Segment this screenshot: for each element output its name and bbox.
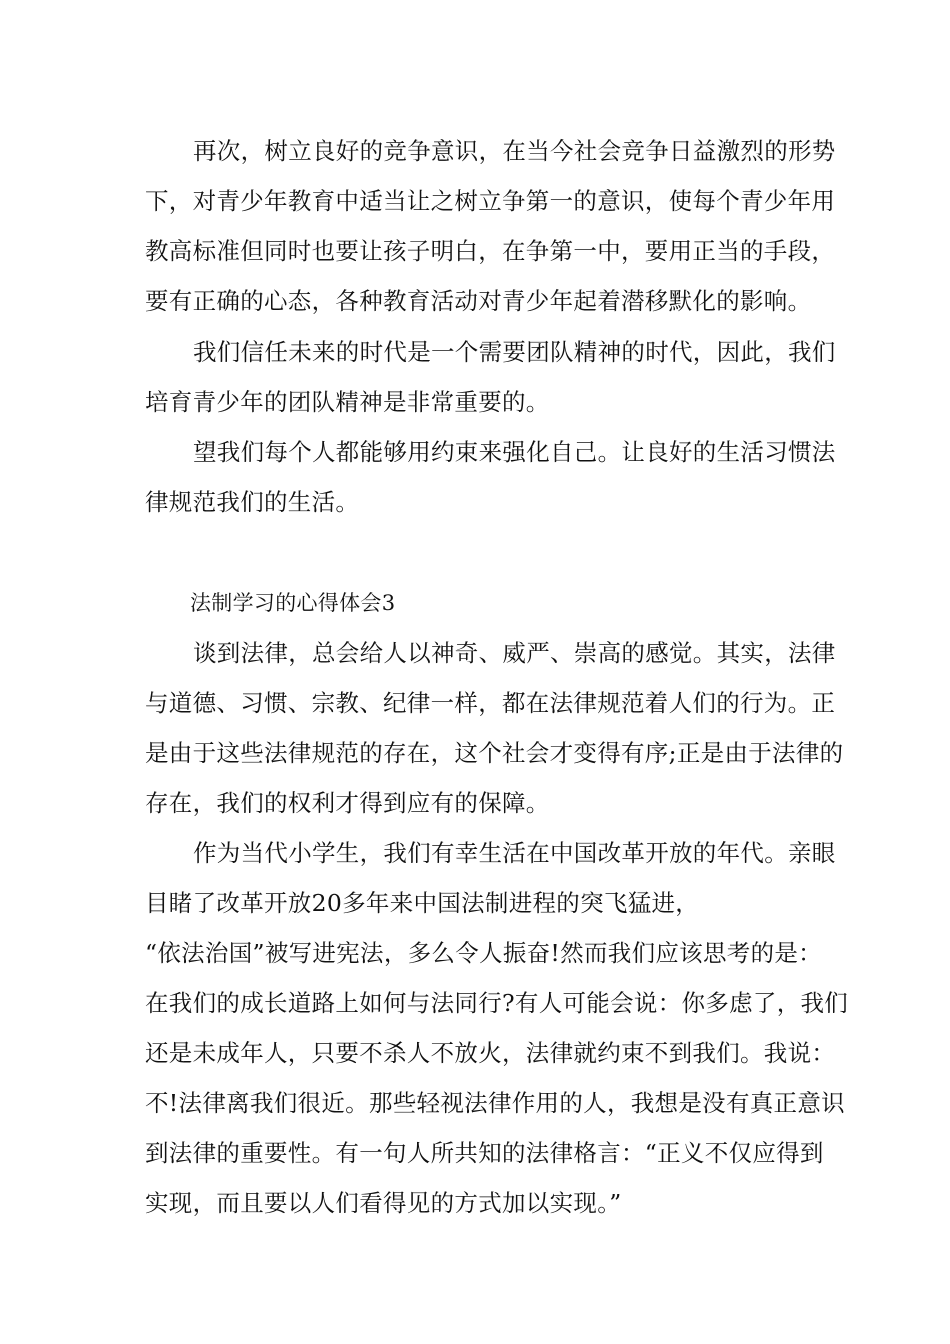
paragraph-line: 再次，树立良好的竞争意识，在当今社会竞争日益激烈的形势 (193, 137, 836, 165)
paragraph-line: 要有正确的心态，各种教育活动对青少年起着潜移默化的影响。 (145, 287, 812, 315)
paragraph-line: 不!法律离我们很近。那些轻视法律作用的人，我想是没有真正意识 (145, 1089, 845, 1117)
paragraph-line: 培育青少年的团队精神是非常重要的。 (145, 388, 550, 416)
section-heading: 法制学习的心得体会3 (190, 591, 396, 615)
paragraph-line: 教高标准但同时也要让孩子明白，在争第一中，要用正当的手段， (145, 237, 836, 265)
paragraph-line: 谈到法律，总会给人以神奇、威严、崇高的感觉。其实，法律 (193, 639, 836, 667)
paragraph-line: 在我们的成长道路上如何与法同行?有人可能会说：你多虑了，我们 (145, 989, 849, 1017)
paragraph-line: 我们信任未来的时代是一个需要团队精神的时代，因此，我们 (193, 338, 836, 366)
paragraph-line: “依法治国”被写进宪法，多么令人振奋!然而我们应该思考的是： (145, 939, 822, 967)
paragraph-line: 望我们每个人都能够用约束来强化自己。让良好的生活习惯法 (193, 438, 836, 466)
paragraph-line: 目睹了改革开放20多年来中国法制进程的突飞猛进， (145, 889, 700, 917)
paragraph-line: 到法律的重要性。有一句人所共知的法律格言：“正义不仅应得到 (145, 1139, 824, 1167)
paragraph-line: 律规范我们的生活。 (145, 488, 360, 516)
paragraph-line: 存在，我们的权利才得到应有的保障。 (145, 789, 550, 817)
paragraph-line: 是由于这些法律规范的存在，这个社会才变得有序;正是由于法律的 (145, 739, 844, 767)
paragraph-line: 与道德、习惯、宗教、纪律一样，都在法律规范着人们的行为。正 (145, 689, 836, 717)
paragraph-line: 实现，而且要以人们看得见的方式加以实现。” (145, 1189, 622, 1217)
paragraph-line: 下，对青少年教育中适当让之树立争第一的意识，使每个青少年用 (145, 187, 836, 215)
paragraph-line: 还是未成年人，只要不杀人不放火，法律就约束不到我们。我说： (145, 1039, 836, 1067)
paragraph-line: 作为当代小学生，我们有幸生活在中国改革开放的年代。亲眼 (193, 839, 836, 867)
